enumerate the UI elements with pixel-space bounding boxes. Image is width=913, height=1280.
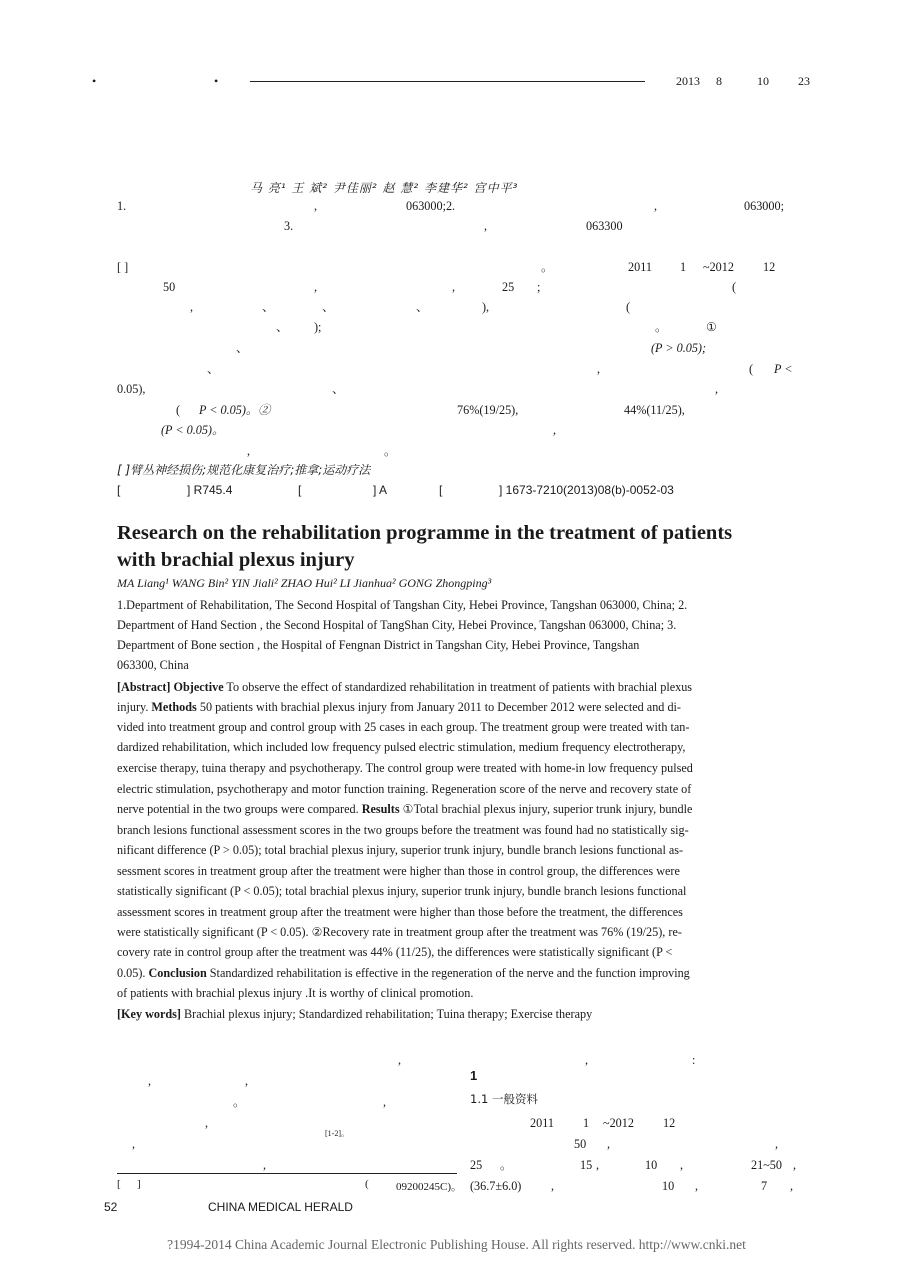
- body-text: ,: [245, 1074, 249, 1088]
- body-text: 12: [663, 1116, 676, 1130]
- header-dot: •: [214, 74, 219, 88]
- cn-abstract-text: 76%(19/25),: [457, 403, 519, 417]
- body-text: 10: [662, 1179, 675, 1193]
- body-text: 10: [645, 1158, 658, 1172]
- cn-article-id: ] 1673-7210(2013)08(b)-0052-03: [499, 483, 674, 497]
- en-abstract-line: [117, 700, 681, 715]
- body-text: ,: [585, 1053, 589, 1067]
- en-abstract-line: branch lesions functional assessment scores in the two groups before the treatment was found had no statistically sig-: [117, 823, 689, 837]
- footnote-rule: [117, 1173, 457, 1174]
- cn-abstract-text: (: [626, 300, 631, 314]
- cn-abstract-text: 、: [276, 320, 289, 334]
- cn-abstract-label: [ ]: [117, 260, 129, 274]
- en-abstract-line: assessment scores in treatment group after the treatment were higher than those before the treatment, the differences: [117, 905, 683, 919]
- cn-abstract-text: ,: [715, 382, 719, 396]
- body-text: 21~50: [751, 1158, 782, 1172]
- header-rule: [250, 81, 645, 82]
- cn-abstract-text: P < 0.05)。②: [199, 403, 271, 417]
- body-text: ,: [205, 1116, 209, 1130]
- body-text: ,: [775, 1137, 779, 1151]
- keywords-label: [Key words]: [117, 1007, 181, 1021]
- keywords-text: Brachial plexus injury; Standardized rehabilitation; Tuina therapy; Exercise therapy: [180, 1007, 593, 1021]
- body-text: 7: [761, 1179, 768, 1193]
- en-title-line: with brachial plexus injury: [117, 549, 355, 571]
- cn-abstract-text: ,: [247, 444, 251, 458]
- abstract-text: nerve potential in the two groups were compared.: [117, 802, 362, 816]
- cn-abstract-text: 。: [541, 260, 554, 274]
- body-text: :: [692, 1053, 696, 1067]
- cn-keywords: [ ]臂丛神经损伤;规范化康复治疗;推拿;运动疗法: [117, 463, 371, 477]
- body-text: 2011: [530, 1116, 554, 1130]
- cn-affil-text: 063000;2.: [406, 199, 456, 213]
- body-text: ,: [263, 1158, 267, 1172]
- header-year: 2013: [676, 74, 700, 88]
- body-text: ,: [551, 1179, 555, 1193]
- en-abstract-line: of patients with brachial plexus injury .It is worthy of clinical promotion.: [117, 986, 474, 1000]
- section-heading-number: 1: [470, 1068, 478, 1083]
- cn-affil-text: 3.: [284, 219, 294, 233]
- cn-abstract-text: ),: [482, 300, 490, 314]
- en-abstract-line: statistically significant (P < 0.05); total brachial plexus injury, superior trunk injury, bundle branch lesions functional: [117, 884, 687, 898]
- cn-abstract-text: 12: [763, 260, 776, 274]
- abstract-text: ①Total brachial plexus injury, superior trunk injury, bundle: [399, 802, 693, 816]
- header-number: 23: [798, 74, 810, 88]
- cn-abstract-text: 0.05),: [117, 382, 146, 396]
- cn-affil-text: 063300: [586, 219, 623, 233]
- en-affil-line: 063300, China: [117, 658, 189, 672]
- cn-abstract-text: 、: [262, 300, 275, 314]
- en-abstract-line: sessment scores in treatment group after the treatment were higher than those in control group, the differences were: [117, 864, 680, 878]
- en-abstract-line: electric stimulation, psychotherapy and motor function training. Regeneration score of the nerve and recovery state of: [117, 782, 692, 796]
- body-text: ,: [398, 1053, 402, 1067]
- copyright-notice: ?1994-2014 China Academic Journal Electronic Publishing House. All rights reserved. http://www.cnki.net: [167, 1237, 746, 1252]
- en-abstract-line: [117, 802, 692, 817]
- body-text: 25: [470, 1158, 483, 1172]
- body-text: 50: [574, 1137, 587, 1151]
- body-text: 。: [500, 1158, 513, 1172]
- cn-abstract-text: (: [732, 280, 737, 294]
- en-abstract-line: exercise therapy, tuina therapy and psychotherapy. The control group were treated with home-in low frequency pulsed: [117, 761, 693, 775]
- journal-name: CHINA MEDICAL HERALD: [208, 1200, 353, 1214]
- cn-abstract-text: 。: [655, 320, 668, 334]
- en-abstract-line: were statistically significant (P < 0.05). ②Recovery rate in treatment group after the treatment was 76% (19/25), re-: [117, 925, 682, 939]
- body-text: ,: [148, 1074, 152, 1088]
- fund-bracket: ]: [137, 1178, 141, 1190]
- body-text: ,: [596, 1158, 600, 1172]
- body-text: 。: [233, 1095, 246, 1109]
- abstract-objective-label: [Abstract] Objective: [117, 680, 224, 694]
- cn-abstract-text: 44%(11/25),: [624, 403, 685, 417]
- body-text: 1: [583, 1116, 590, 1130]
- cn-abstract-text: 2011: [628, 260, 652, 274]
- abstract-methods-label: Methods: [151, 700, 197, 714]
- cn-abstract-text: 、: [332, 382, 345, 396]
- cn-affil-text: 1.: [117, 199, 127, 213]
- cn-abstract-text: 、: [207, 362, 220, 376]
- body-text: (36.7±6.0): [470, 1179, 522, 1193]
- en-affil-line: Department of Hand Section , the Second Hospital of TangShan City, Hebei Province, Tangshan 063000, China; 3.: [117, 618, 677, 632]
- cn-abstract-text: 、: [236, 341, 249, 355]
- body-text: ,: [790, 1179, 794, 1193]
- page-number: 52: [104, 1200, 118, 1214]
- abstract-text: To observe the effect of standardized rehabilitation in treatment of patients with brachial plexus: [223, 680, 693, 694]
- en-abstract-line: nificant difference (P > 0.05); total brachial plexus injury, superior trunk injury, bundle branch lesions functional as-: [117, 843, 684, 857]
- en-authors: MA Liang¹ WANG Bin² YIN Jiali² ZHAO Hui² LI Jianhua² GONG Zhongping³: [117, 576, 492, 590]
- cn-abstract-text: (: [749, 362, 754, 376]
- en-affil-line: Department of Bone section , the Hospital of Fengnan District in Tangshan City, Hebei Province, Tangshan: [117, 638, 640, 652]
- abstract-results-label: Results: [361, 802, 400, 816]
- cn-affil-text: 063000;: [744, 199, 784, 213]
- cn-abstract-text: ;: [537, 280, 541, 294]
- cn-abstract-text: (P < 0.05)。: [161, 423, 225, 437]
- cn-abstract-text: 、: [416, 300, 429, 314]
- cn-abstract-text: ,: [597, 362, 601, 376]
- cn-abstract-text: ,: [190, 300, 194, 314]
- body-text: ,: [680, 1158, 684, 1172]
- en-abstract-line: vided into treatment group and control group with 25 cases in each group. The treatment group were treated with tan-: [117, 720, 690, 734]
- header-issue: 10: [757, 74, 769, 88]
- cn-abstract-text: ,: [314, 280, 318, 294]
- en-abstract-line: covery rate in control group after the treatment was 44% (11/25), the differences were statistically significant (P <: [117, 945, 673, 959]
- en-keywords: [117, 1007, 592, 1022]
- abstract-text: injury.: [117, 700, 152, 714]
- cn-abstract-text: (P > 0.05);: [651, 341, 707, 355]
- header-volume: 8: [716, 74, 722, 88]
- body-text: 15: [580, 1158, 593, 1172]
- subsection-heading: 1.1 一般资料: [470, 1092, 538, 1106]
- cn-abstract-text: 、: [322, 300, 335, 314]
- en-abstract-line: [117, 966, 690, 981]
- cn-abstract-text: 25: [502, 280, 515, 294]
- cn-abstract-text: P <: [774, 362, 793, 376]
- body-text: ,: [607, 1137, 611, 1151]
- cn-class-bracket: [: [439, 483, 443, 497]
- body-text: ,: [695, 1179, 699, 1193]
- body-text: ,: [793, 1158, 797, 1172]
- cn-affil-text: ,: [314, 199, 318, 213]
- abstract-text: 0.05).: [117, 966, 149, 980]
- abstract-text: Standardized rehabilitation is effective in the regeneration of the nerve and the function improving: [206, 966, 690, 980]
- fund-number: 09200245C)。: [396, 1181, 462, 1193]
- cn-abstract-text: ,: [553, 423, 557, 437]
- cn-abstract-text: (: [176, 403, 181, 417]
- cn-class-bracket: [: [298, 483, 302, 497]
- cn-authors: 马 亮¹ 王 斌² 尹佳丽² 赵 慧² 李建华² 宫中平³: [250, 181, 519, 195]
- header-dot: •: [92, 74, 97, 88]
- abstract-conclusion-label: Conclusion: [148, 966, 207, 980]
- en-title-line: Research on the rehabilitation programme in the treatment of patients: [117, 522, 733, 544]
- en-abstract-line: dardized rehabilitation, which included low frequency pulsed electric stimulation, medium frequency electrotherapy,: [117, 740, 686, 754]
- body-text: ~2012: [603, 1116, 634, 1130]
- en-affil-line: 1.Department of Rehabilitation, The Second Hospital of Tangshan City, Hebei Province, Tangshan 063000, China; 2.: [117, 598, 688, 612]
- abstract-text: 50 patients with brachial plexus injury from January 2011 to December 2012 were selected and di-: [196, 700, 681, 714]
- cn-abstract-text: ~2012: [703, 260, 734, 274]
- cn-affil-text: ,: [484, 219, 488, 233]
- body-text: ,: [383, 1095, 387, 1109]
- fund-text: (: [365, 1178, 369, 1190]
- cn-abstract-text: );: [314, 320, 322, 334]
- cn-class-number: ] R745.4: [187, 483, 233, 497]
- en-abstract-line: [117, 680, 692, 695]
- cn-affil-text: ,: [654, 199, 658, 213]
- cn-abstract-text: ,: [452, 280, 456, 294]
- body-text: ,: [132, 1137, 136, 1151]
- cn-doc-code: ] A: [373, 483, 388, 497]
- cn-abstract-text: ①: [706, 320, 717, 334]
- fund-bracket: [: [117, 1178, 121, 1190]
- cn-abstract-text: 。: [384, 444, 397, 458]
- cn-abstract-text: 1: [680, 260, 687, 274]
- cn-class-bracket: [: [117, 483, 121, 497]
- cn-abstract-text: 50: [163, 280, 176, 294]
- citation-ref: [1-2]。: [325, 1129, 349, 1138]
